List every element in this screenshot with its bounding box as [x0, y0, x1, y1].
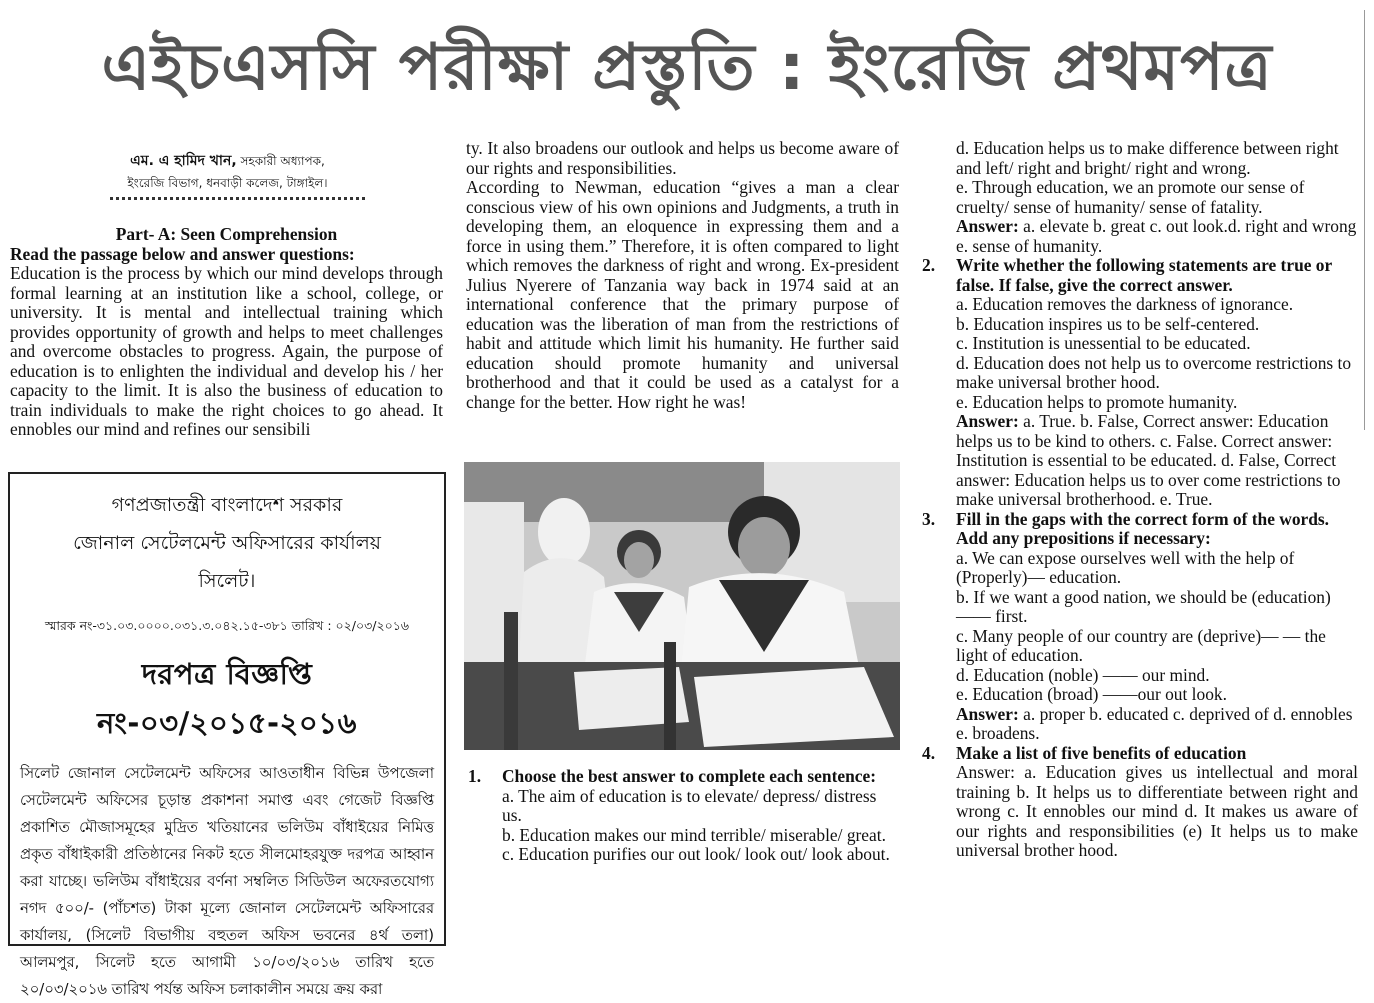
- question-number: 4.: [922, 742, 936, 763]
- ad-memo: স্মারক নং-৩১.০৩.০০০০.০৩১.৩.০৪২.১৫-৩৮১ তারিখ : ০২/০৩/২০১৬: [45, 618, 409, 633]
- question-option: b. If we want a good nation, we should be (education)—— first.: [956, 586, 1331, 626]
- question-option: e. Education helps to promote humanity.: [956, 391, 1238, 412]
- byline: [10, 150, 445, 194]
- ad-org-line3: সিলেট।: [198, 570, 256, 592]
- ad-org-line2: জোনাল সেটেলমেন্ট অফিসারের কার্যালয়: [73, 532, 381, 554]
- question-4: [920, 744, 1358, 861]
- answer-text: Answer: a. Education gives us intellectual and moral training b. It helps us to differentiate between right and wrong c. It ennobles our mind d. It makes us aware of our rights and responsibilities (e) It helps us to make universal brother hood.: [956, 762, 1358, 860]
- passage-part-1: Education is the process by which our mind develops through formal learning at an institution like a school, college, or university. It is mental and intellectual training which provides opportunity of growth and helps to meet challenges and overcome obstacles to progress. Again, the purpose of education is to enlighten the individual and develop his / her capacity to the limit. It is also the business of education to train individuals to make the right choices to go ahead. It ennobles our mind and refines our sensibili: [10, 263, 443, 439]
- column-1: [10, 225, 443, 440]
- question-option: e. Through education, we an promote our sense of cruelty/ sense of humanity/ sense of fatality.: [956, 177, 1305, 217]
- question-option: a. The aim of education is to elevate/ depress/ distress us.: [502, 785, 877, 825]
- question-3: [920, 510, 1358, 744]
- question-heading: Write whether the following statements are true or false. If false, give the correct answer.: [956, 255, 1332, 295]
- question-option: c. Institution is unessential to be educated.: [956, 333, 1251, 353]
- answer-label: Answer:: [956, 411, 1019, 431]
- question-option: d. Education does not help us to overcome restrictions to make universal brother hood.: [956, 352, 1352, 392]
- question-heading: Fill in the gaps with the correct form of the words. Add any prepositions if necessary:: [956, 508, 1330, 548]
- column-2: [466, 139, 899, 412]
- answer-label: Answer:: [956, 703, 1019, 724]
- tender-advertisement: [8, 472, 446, 998]
- question-option: c. Many people of our country are (deprive)— — the light of education.: [956, 625, 1326, 665]
- question-option: d. Education helps us to make difference between right and left/ right and bright/ right and wrong.: [956, 138, 1339, 178]
- question-1-continued: [920, 139, 1358, 256]
- question-1: [466, 767, 899, 865]
- headline: এইচএসসি পরীক্ষা প্রস্তুতি : ইংরেজি প্রথমপত্র: [101, 31, 1273, 105]
- students-exam-photo: [464, 462, 900, 750]
- ad-body: সিলেট জোনাল সেটেলমেন্ট অফিসের আওতাধীন বিভিন্ন উপজেলা সেটেলমেন্ট অফিসের চূড়ান্ত প্রকাশনা সমাপ্ত এবং গেজেট বিজ্ঞপ্তি প্রকাশিত মৌজাসমূহের মুদ্রিত খতিয়ানের ভলিউম বাঁধাইয়ের নিমিত্ত প্রকৃত বাঁধাইকারী প্রতিষ্ঠানের নিকট হতে সীলমোহরযুক্ত দরপত্র আহ্বান করা যাচ্ছে। ভলিউম বাঁধাইয়ের বর্ণনা সম্বলিত সিডিউল অফেরতযোগ্য নগদ ৫০০/- (পাঁচশত) টাকা মূল্যে জোনাল সেটেলমেন্ট অফিসারের কার্যালয়, (সিলেট বিভাগীয় বহুতল অফিস ভবনের ৪র্থ তলা) আলমপুর, সিলেট হতে আগামী ১০/০৩/২০১৬ তারিখ হতে ২০/০৩/২০১৬ তারিখ পর্যন্ত অফিস চলাকালীন সময়ে ক্রয় করা: [20, 765, 434, 998]
- answer-text: a. True. b. False, Correct answer: Education helps us to be kind to others. c. False. Correct answer: Institution is essential to be educated. d. False, Correct answer: Education helps us to over come restrictions to make universal brotherhood. e. True.: [956, 411, 1341, 509]
- question-option: b. Education makes our mind terrible/ miserable/ great.: [502, 824, 886, 845]
- ad-title: দরপত্র বিজ্ঞপ্তি নং-০৩/২০১৫-২০১৬: [97, 657, 357, 740]
- question-2: [920, 256, 1358, 510]
- question-number: 1.: [468, 766, 482, 786]
- byline-divider: [110, 197, 365, 200]
- question-option: a. Education removes the darkness of ignorance.: [956, 294, 1294, 314]
- author-affiliation: ইংরেজি বিভাগ, ধনবাড়ী কলেজ, টাঙ্গাইল।: [127, 176, 328, 190]
- question-heading: Make a list of five benefits of education: [956, 742, 1247, 763]
- question-number: 3.: [922, 508, 936, 529]
- answer-text: a. elevate b. great c. out look.d. right and wrong e. sense of humanity.: [956, 216, 1357, 256]
- answer-text: a. proper b. educated c. deprived of d. ennobles e. broadens.: [956, 703, 1353, 743]
- photo-illustration: [464, 462, 900, 750]
- part-heading: Part- A: Seen Comprehension: [115, 224, 338, 244]
- instruction: Read the passage below and answer questions:: [10, 243, 355, 264]
- author-name: এম. এ হামিদ খান,: [130, 153, 237, 169]
- column-rule: [1364, 10, 1365, 430]
- passage-part-3: According to Newman, education “gives a man a clear conscious view of his own opinions and Judgments, a truth in developing them, an eloquence in expressing them and a force in using them.” Therefore, it is often compared to light which removes the darkness of right and wrong. Ex-president Julius Nyerere of Tanzania way back in 1974 said at an international conference that the primary purpose of education was the liberation of man from the restrictions of habit and attitude which limit his humanity. He further said education should promote humanity and universal brotherhood and that it could be used as a catalyst for a change for the better. How right he was!: [466, 177, 899, 412]
- ad-org-line1: গণপ্রজাতন্ত্রী বাংলাদেশ সরকার: [111, 494, 343, 516]
- author-designation: সহকারী অধ্যাপক,: [240, 154, 325, 168]
- passage-part-2: ty. It also broadens our outlook and helps us become aware of our rights and responsibilities.: [466, 138, 899, 178]
- question-option: a. We can expose ourselves well with the help of (Properly)— education.: [956, 547, 1295, 587]
- question-number: 2.: [922, 255, 936, 275]
- question-option: c. Education purifies our out look/ look out/ look about.: [502, 844, 890, 864]
- question-option: e. Education (broad) ——our out look.: [956, 684, 1227, 704]
- column-3: [920, 139, 1358, 861]
- question-heading: Choose the best answer to complete each sentence:: [502, 766, 876, 786]
- question-option: d. Education (noble) —— our mind.: [956, 664, 1210, 685]
- question-option: b. Education inspires us to be self-centered.: [956, 313, 1260, 334]
- answer-label: Answer:: [956, 216, 1019, 236]
